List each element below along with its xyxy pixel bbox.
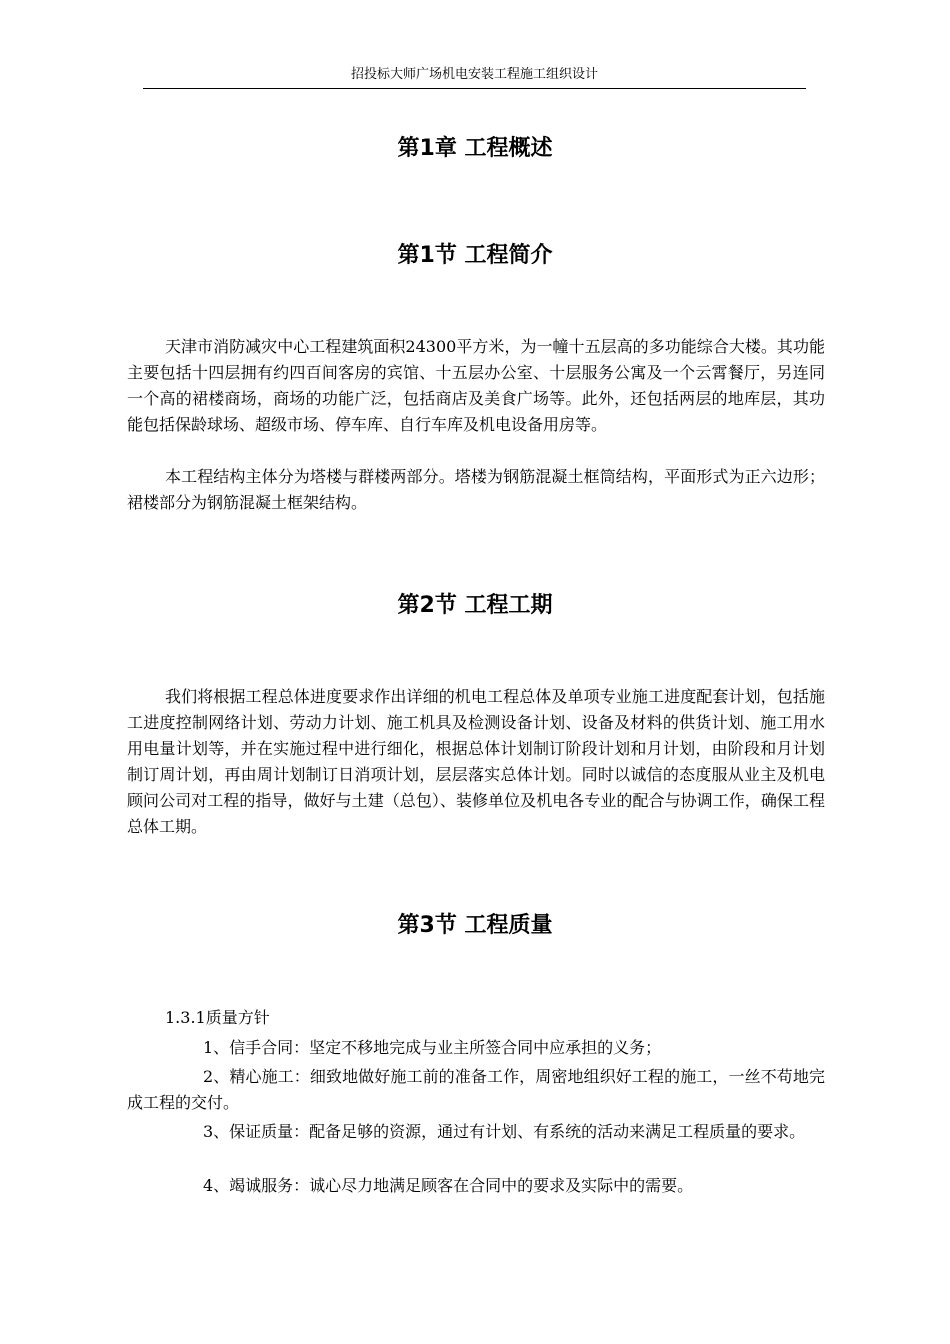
quality-item-3: 3、保证质量：配备足够的资源，通过有计划、有系统的活动来满足工程质量的要求。 [203, 1122, 806, 1141]
section-title-schedule: 第2节 工程工期 [397, 593, 553, 618]
paragraph-overview-1: 天津市消防减灾中心工程建筑面积24300平方米，为一幢十五层高的多功能综合大楼。其功能主要包括十四层拥有约四百间客房的宾馆、十五层办公室、十层服务公寓及一个云霄餐厅，另连同一个高的裙楼商场，商场的功能广泛，包括商店及美食广场等。此外，还包括两层的地库层，其功能包括保龄球场、超级市场、停车库、自行车库及机电设备用房等。 [127, 337, 825, 434]
section-title-quality: 第3节 工程质量 [397, 913, 553, 938]
paragraph-overview-2: 本工程结构主体分为塔楼与群楼两部分。塔楼为钢筋混凝土框筒结构，平面形式为正六边形；裙楼部分为钢筋混凝土框架结构。 [127, 467, 825, 512]
chapter-title: 第1章 工程概述 [397, 136, 553, 161]
quality-policy-subheading: 1.3.1质量方针 [165, 1008, 270, 1027]
quality-item-1: 1、信手合同：坚定不移地完成与业主所签合同中应承担的义务； [203, 1038, 662, 1057]
quality-item-4: 4、竭诚服务：诚心尽力地满足顾客在合同中的要求及实际中的需要。 [203, 1176, 694, 1195]
paragraph-schedule-1: 我们将根据工程总体进度要求作出详细的机电工程总体及单项专业施工进度配套计划，包括施工进度控制网络计划、劳动力计划、施工机具及检测设备计划、设备及材料的供货计划、施工用水用电量计划等，并在实施过程中进行细化，根据总体计划制订阶段计划和月计划，由阶段和月计划制订周计划，再由周计划制订日消项计划，层层落实总体计划。同时以诚信的态度服从业主及机电顾问公司对工程的指导，做好与土建（总包）、装修单位及机电各专业的配合与协调工作，确保工程总体工期。 [127, 687, 825, 836]
section-title-overview: 第1节 工程简介 [397, 243, 553, 268]
quality-item-2: 2、精心施工：细致地做好施工前的准备工作，周密地组织好工程的施工，一丝不苟地完成工程的交付。 [127, 1067, 825, 1112]
page-header: 招投标大师广场机电安装工程施工组织设计 [143, 64, 806, 89]
